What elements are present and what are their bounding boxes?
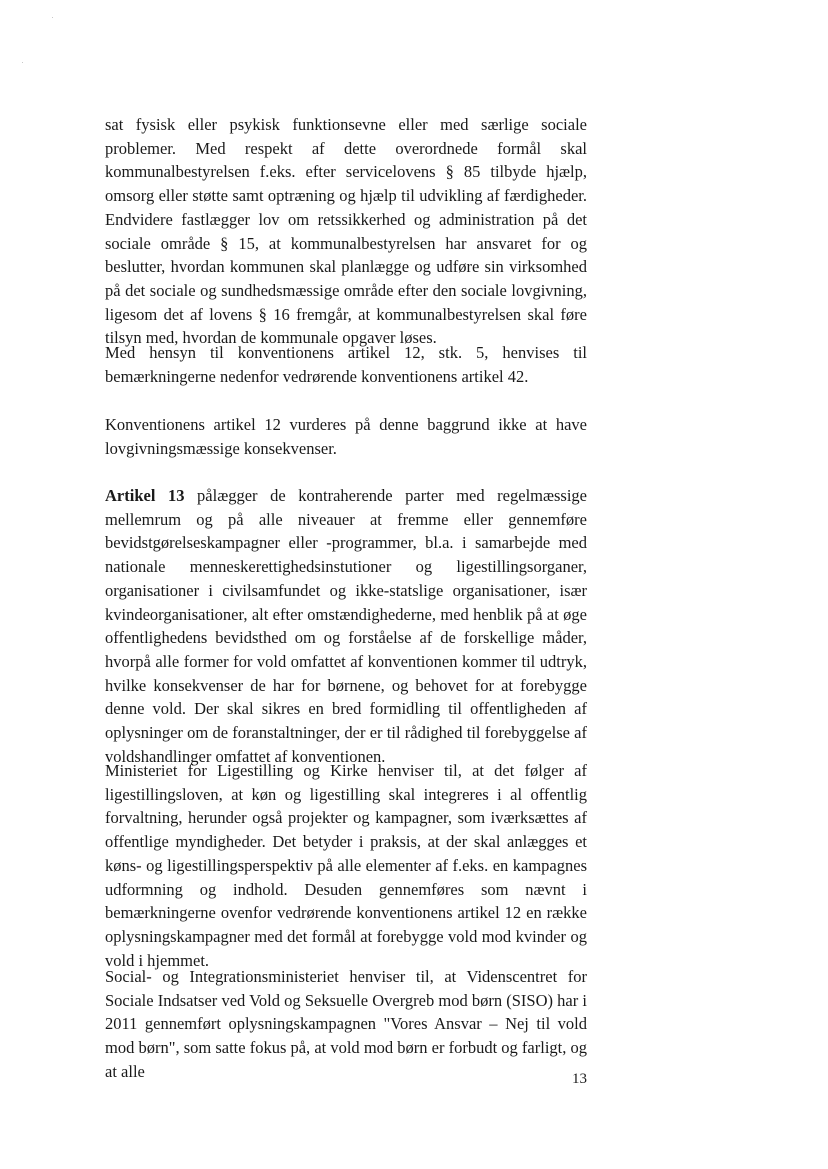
paragraph-3: Konventionens artikel 12 vurderes på denne baggrund ikke at have lovgivningsmæssige konsekvenser. — [105, 415, 587, 458]
scan-speck — [22, 62, 23, 63]
paragraph-1: sat fysisk eller psykisk funktionsevne eller med særlige sociale problemer. Med respekt af dette overordnede formål skal kommunalbestyrelsen f.eks. efter servicelovens § 85 tilbyde hjælp, omsorg eller støtte samt optræning og hjælp til udvikling af færdigheder. Endvidere fastlægger lov om retssikkerhed og administration på det sociale område § 15, at kommunalbestyrelsen har ansvaret for og beslutter, hvordan kommunen skal planlægge og udføre sin virksomhed på det sociale og sundhedsmæssige område efter den sociale lovgivning, ligesom det af lovens § 16 fremgår, at kommunalbestyrelsen skal føre tilsyn med, hvordan de kommunale opgaver løses. — [105, 115, 587, 348]
paragraph-5: Ministeriet for Ligestilling og Kirke henviser til, at det følger af ligestillingsloven, at køn og ligestilling skal integreres i al offentlig forvaltning, herunder også projekter og kampagner, som iværksættes af offentlige myndigheder. Det betyder i praksis, at der skal anlægges et køns- og ligestillingsperspektiv på alle elementer af f.eks. en kampagnes udformning og indhold. Desuden gennemføres som nævnt i bemærkningerne ovenfor vedrørende konventionens artikel 12 en række oplysningskampagner med det formål at forebygge vold mod kvinder og vold i hjemmet. — [105, 761, 587, 970]
scan-speck — [52, 17, 53, 18]
paragraph-4 — [105, 484, 587, 768]
paragraph-6: Social- og Integrationsministeriet henviser til, at Videnscentret for Sociale Indsatser ved Vold og Seksuelle Overgreb mod børn (SISO) har i 2011 gennemført oplysningskampagnen "Vores Ansvar – Nej til vold mod børn", som satte fokus på, at vold mod børn er forbudt og farligt, og at alle — [105, 967, 587, 1081]
page-number: 13 — [572, 1071, 587, 1087]
paragraph-4-body: pålægger de kontraherende parter med regelmæssige mellemrum og på alle niveauer at fremme eller gennemføre bevidstgørelseskampagner eller -programmer, bl.a. i samarbejde med nationale menneskerettighedsinstutioner og ligestillingsorganer, organisationer i civilsamfundet og ikke-statslige organisationer, især kvindeorganisationer, alt efter omstændighederne, med henblik på at øge offentlighedens bevidsthed om og forståelse af de forskellige måder, hvorpå alle former for vold omfattet af konventionen kommer til udtryk, hvilke konsekvenser de har for børnene, og behovet for at forebygge denne vold. Der skal sikres en bred formidling til offentligheden af oplysninger om de foranstaltninger, der er til rådighed til forebyggelse af voldshandlinger omfattet af konventionen. — [105, 486, 588, 766]
paragraph-2: Med hensyn til konventionens artikel 12, stk. 5, henvises til bemærkningerne nedenfor vedrørende konventionens artikel 42. — [105, 343, 587, 386]
article-heading: Artikel 13 — [105, 486, 185, 505]
